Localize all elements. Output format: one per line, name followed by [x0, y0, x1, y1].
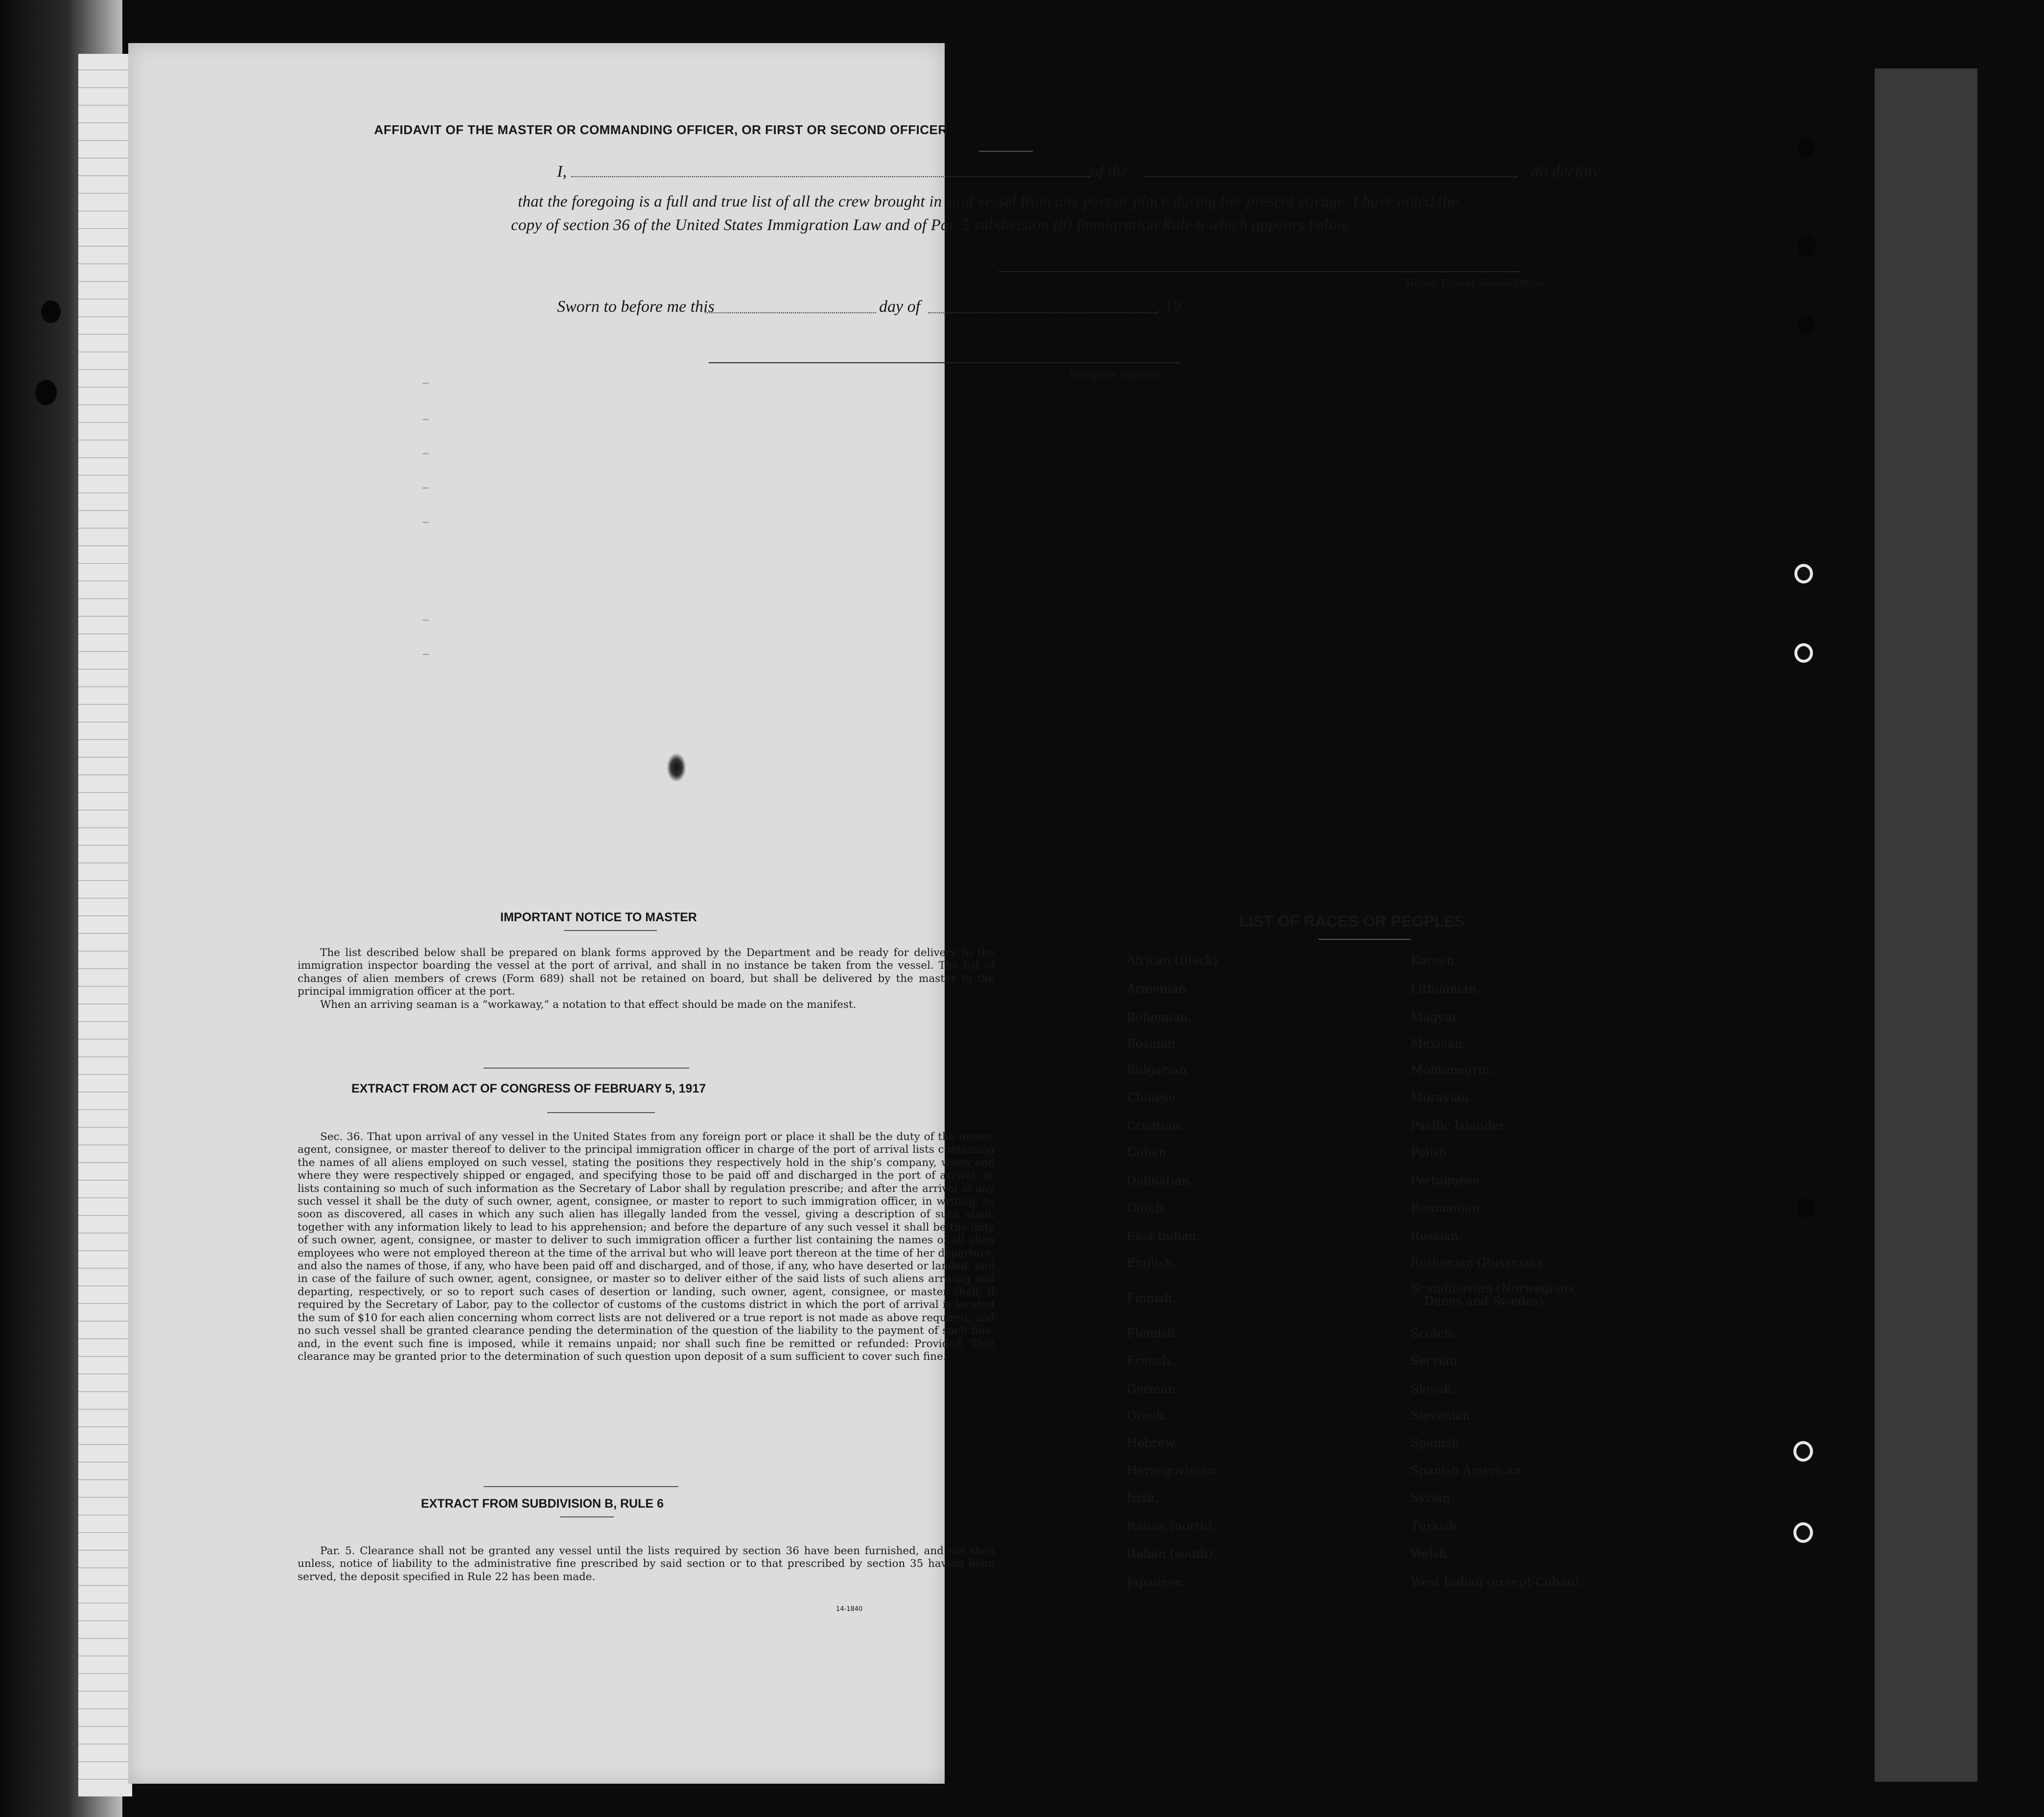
- race-item: Hebrew.: [1127, 1436, 1178, 1450]
- race-item: Syrian.: [1411, 1491, 1454, 1505]
- act-text: [298, 1131, 995, 1363]
- punch-hole: [1793, 1441, 1813, 1462]
- year-label: , 19: [1156, 298, 1181, 316]
- punch-hole: [1793, 1522, 1813, 1543]
- punch-hole: [35, 380, 57, 405]
- scan-edge-right: [1875, 69, 1977, 1782]
- race-item: Japanese.: [1127, 1575, 1185, 1589]
- bleed-mark: –: [422, 410, 429, 427]
- race-item: Servian.: [1411, 1353, 1461, 1368]
- punch-hole: [1797, 315, 1815, 335]
- affidavit-line-3: copy of section 36 of the United States Immigration Law and of Par. 5 subdivision (b) Immigration Rule 6 which appears below.: [511, 216, 1351, 234]
- races-underline: [1319, 939, 1411, 940]
- affidavit-of-the-label: of the: [1091, 163, 1128, 181]
- race-item: Spanish.: [1411, 1436, 1463, 1450]
- race-item: Slovak.: [1411, 1382, 1455, 1396]
- race-item: Polish.: [1411, 1145, 1451, 1159]
- race-item: Roumanian.: [1411, 1201, 1484, 1215]
- punch-hole: [1796, 1198, 1815, 1218]
- race-item: Dutch.: [1127, 1201, 1167, 1215]
- race-item: Finnish.: [1127, 1291, 1176, 1305]
- notice-paragraph-1: The list described below shall be prepared on blank forms approved by the Department and be ready for delivery to the immigration inspector boarding the vessel at the port of arrival, and shall in no instance be taken from the vessel. The list of changes of alien members of crews (Form 689) shall not be retained on board, but shall be delivered by the master to the principal immigration officer at the port.: [298, 947, 995, 998]
- inspector-label: Immigrant Inspector: [1069, 368, 1162, 380]
- race-item: Chinese.: [1127, 1090, 1180, 1104]
- race-item: Mexican.: [1411, 1036, 1466, 1050]
- punch-hole: [41, 301, 61, 323]
- race-item: Russian.: [1411, 1229, 1463, 1243]
- race-item: German.: [1127, 1382, 1180, 1396]
- race-item: Ruthenian (Russniak).: [1411, 1256, 1546, 1270]
- vessel-name-field[interactable]: [1145, 176, 1517, 177]
- rule-paragraph-5: Par. 5. Clearance shall not be granted any vessel until the lists required by section 36 have been furnished, and not then unless, notice of liability to the administrative fine prescribed by said section or to that prescribed by section 35 having been served, the deposit specified in Rule 22 has been made.: [298, 1545, 995, 1583]
- punch-hole: [1794, 643, 1813, 663]
- race-item: Italian (south).: [1127, 1546, 1217, 1561]
- race-item: Welsh.: [1411, 1546, 1451, 1561]
- race-item: Croatian.: [1127, 1118, 1184, 1133]
- races-title: LIST OF RACES OR PEOPLES: [1239, 912, 1465, 930]
- race-item: Lithuanian.: [1411, 981, 1480, 996]
- race-item: West Indian (except Cuban).: [1411, 1575, 1583, 1589]
- underlying-ruled-sheet: [78, 54, 132, 1796]
- race-item: Italian (north).: [1127, 1519, 1216, 1533]
- race-item: Herzegovinian.: [1127, 1463, 1219, 1477]
- master-signature-line[interactable]: [999, 271, 1520, 272]
- race-item: Armenian.: [1127, 981, 1190, 996]
- rule-title: EXTRACT FROM SUBDIVISION B, RULE 6: [421, 1497, 664, 1511]
- sworn-day-field[interactable]: [705, 312, 876, 313]
- race-item: Irish.: [1127, 1491, 1159, 1505]
- race-item: Korean.: [1411, 953, 1458, 967]
- affidavit-line-2: that the foregoing is a full and true list of all the crew brought in said vessel from any port or place during her present voyage. I have noted the: [518, 193, 1458, 210]
- race-item: Danes and Swedes).: [1424, 1294, 1548, 1308]
- inspector-signature-line[interactable]: [709, 362, 1180, 363]
- rule-text: [298, 1545, 995, 1584]
- race-item: African (Black): [1127, 953, 1218, 967]
- rule-underline: [560, 1516, 614, 1517]
- notice-title: IMPORTANT NOTICE TO MASTER: [500, 910, 697, 924]
- day-of-label: day of: [879, 298, 921, 316]
- race-item: Pacific Islander.: [1411, 1118, 1507, 1133]
- affidavit-i-label: I,: [557, 163, 567, 181]
- race-item: Greek.: [1127, 1408, 1167, 1422]
- punch-hole: [1794, 564, 1813, 583]
- master-name-field[interactable]: [571, 176, 1090, 177]
- bleed-mark: –: [422, 374, 429, 391]
- act-title: EXTRACT FROM ACT OF CONGRESS OF FEBRUARY 5, 1917: [351, 1082, 706, 1095]
- master-signature-label: Master, First or Second Officer.: [1405, 277, 1548, 289]
- race-item: Scandinavian (Norwegians,: [1411, 1281, 1578, 1295]
- title-underline: [979, 151, 1033, 152]
- section-divider: [484, 1068, 689, 1069]
- form-number: 14-1840: [836, 1606, 863, 1613]
- race-item: Dalmatian.: [1127, 1173, 1193, 1188]
- race-item: Turkish.: [1411, 1519, 1461, 1533]
- section-divider: [484, 1486, 678, 1487]
- notice-text: [298, 947, 995, 1011]
- sworn-month-field[interactable]: [928, 312, 1157, 313]
- bleed-mark: –: [422, 444, 429, 462]
- bleed-mark: –: [422, 513, 429, 530]
- race-item: Bosnian.: [1127, 1036, 1180, 1050]
- notice-paragraph-2: When an arriving seaman is a “workaway,” a notation to that effect should be made on the manifest.: [320, 998, 857, 1011]
- ink-blot: [667, 753, 686, 782]
- bleed-mark: –: [422, 611, 429, 628]
- race-item: Flemish.: [1127, 1326, 1179, 1340]
- act-section-36: Sec. 36. That upon arrival of any vessel in the United States from any foreign port or place it shall be the duty of the owner, agent, consignee, or master thereof to deliver to the principal immigration officer in charge of the port of arrival lists containing the names of all aliens employed on such vessel, stating the positions they respectively hold in the ship’s company, when and where they were respectively shipped or engaged, and specifying those to be paid off and discharged in the port of arrival; or lists containing so much of such information as the Secretary of Labor shall by regulation prescribe; and after the arrival of any such vessel it shall be the duty of such owner, agent, consignee, or master to report to such immigration officer, in writing, as soon as discovered, all cases in which any such alien has illegally landed from the vessel, giving a description of such alien, together with any information likely to lead to his apprehension; and before the departure of any such vessel it shall be the duty of such owner, agent, consignee, or master to deliver to such immigration officer a further list containing the names of all alien employees who were not employed thereon at the time of the arrival but who will leave port thereon at the time of her departure, and also the names of those, if any, who have been paid off and discharged, and of those, if any, who have deserted or landed; and in case of the failure of such owner, agent, consignee, or master so to deliver either of the said lists of such aliens arriving and departing, respectively, or so to report such cases of desertion or landing, such owner, agent, consignee, or master shall, if required by the Secretary of Labor, pay to the collector of customs of the customs district in which the port of arrival is located the sum of $10 for each alien concerning whom correct lists are not delivered or a true report is not made as above required; and no such vessel shall be granted clearance pending the determination of the question of the liability to the payment of such fine, and, in the event such fine is imposed, while it remains unpaid; nor shall such fine be remitted or refunded: Provided, That clearance may be granted prior to the determination of such question upon deposit of a sum sufficient to cover such fine.: [298, 1131, 995, 1363]
- race-item: French.: [1127, 1353, 1174, 1368]
- affidavit-title: AFFIDAVIT OF THE MASTER OR COMMANDING OFFICER, OR FIRST OR SECOND OFFICER: [374, 122, 948, 137]
- race-item: Bohemian.: [1127, 1010, 1192, 1024]
- race-item: Slovenian.: [1411, 1408, 1474, 1422]
- race-item: Scotch.: [1411, 1326, 1456, 1340]
- race-item: Magyar.: [1411, 1010, 1460, 1024]
- race-item: East Indian.: [1127, 1229, 1200, 1243]
- sworn-label: Sworn to before me this: [557, 298, 715, 316]
- act-underline: [547, 1112, 655, 1113]
- bleed-mark: –: [422, 645, 429, 662]
- notice-underline: [564, 930, 657, 931]
- affidavit-do-declare: do declare: [1531, 163, 1602, 181]
- document-page: [128, 43, 1602, 1784]
- race-item: English.: [1127, 1256, 1177, 1270]
- race-item: Cuban.: [1127, 1145, 1170, 1159]
- race-item: Bulgarian.: [1127, 1063, 1190, 1077]
- punch-hole: [1797, 235, 1817, 257]
- bleed-mark: –: [422, 479, 429, 496]
- race-item: Spanish American.: [1411, 1463, 1525, 1477]
- race-item: Portuguese.: [1411, 1173, 1484, 1188]
- race-item: Moravian.: [1411, 1090, 1473, 1104]
- race-item: Montenegrin.: [1411, 1063, 1494, 1077]
- punch-hole: [1797, 138, 1815, 158]
